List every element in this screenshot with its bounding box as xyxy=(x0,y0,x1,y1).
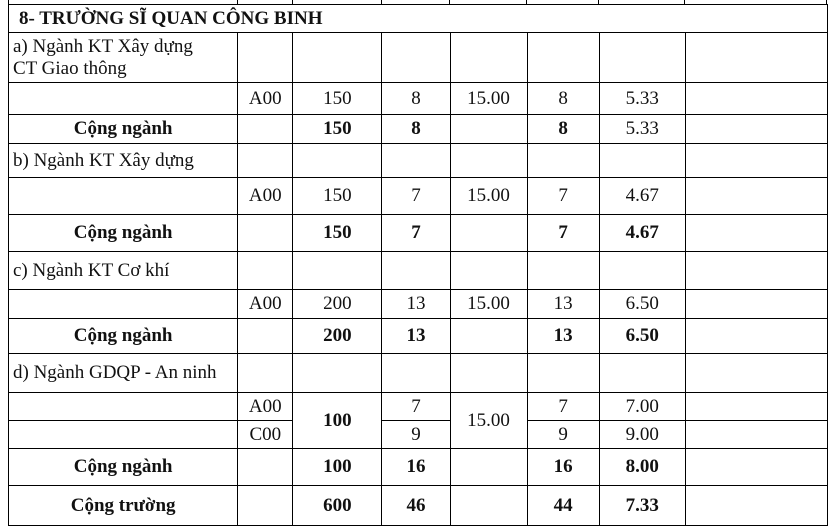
section-name-line: CT Giao thông xyxy=(13,57,127,79)
table-row xyxy=(9,393,828,421)
total-ratio: 4.67 xyxy=(599,215,685,252)
section-header-row xyxy=(9,33,828,83)
total-quota: 150 xyxy=(293,215,382,252)
total-label: Cộng ngành xyxy=(9,449,238,486)
min-score: 15.00 xyxy=(450,290,527,319)
section-header-row xyxy=(9,252,828,290)
section-total-row xyxy=(9,115,828,144)
total-admitted: 13 xyxy=(527,319,599,354)
block-code: A00 xyxy=(238,178,293,215)
total-ratio: 5.33 xyxy=(599,115,685,144)
total-applicants: 13 xyxy=(382,319,450,354)
ratio: 4.67 xyxy=(599,178,685,215)
total-admitted: 16 xyxy=(527,449,599,486)
applicants: 7 xyxy=(382,393,450,421)
school-title: 8- TRƯỜNG SĨ QUAN CÔNG BINH xyxy=(9,5,828,33)
section-total-row xyxy=(9,319,828,354)
block-code: A00 xyxy=(238,290,293,319)
quota: 150 xyxy=(293,178,382,215)
total-quota: 200 xyxy=(293,319,382,354)
table-row xyxy=(9,290,828,319)
total-admitted: 7 xyxy=(527,215,599,252)
applicants: 7 xyxy=(382,178,450,215)
grand-total-row xyxy=(9,486,828,526)
min-score: 15.00 xyxy=(450,83,527,115)
total-label: Cộng ngành xyxy=(9,115,238,144)
admitted: 9 xyxy=(527,421,599,449)
section-header-row xyxy=(9,144,828,178)
admitted: 13 xyxy=(527,290,599,319)
section-name: b) Ngành KT Xây dựng xyxy=(9,144,238,178)
applicants: 8 xyxy=(382,83,450,115)
section-total-row xyxy=(9,215,828,252)
ratio: 6.50 xyxy=(599,290,685,319)
applicants: 9 xyxy=(382,421,450,449)
min-score: 15.00 xyxy=(450,393,527,449)
table-row xyxy=(9,83,828,115)
block-code: A00 xyxy=(238,393,293,421)
section-total-row xyxy=(9,449,828,486)
grand-total-quota: 600 xyxy=(293,486,382,526)
ratio: 7.00 xyxy=(599,393,685,421)
grand-total-admitted: 44 xyxy=(527,486,599,526)
total-label: Cộng ngành xyxy=(9,319,238,354)
quota: 200 xyxy=(293,290,382,319)
total-applicants: 8 xyxy=(382,115,450,144)
grand-total-label: Cộng trường xyxy=(9,486,238,526)
section-header-row xyxy=(9,354,828,393)
min-score: 15.00 xyxy=(450,178,527,215)
total-quota: 150 xyxy=(293,115,382,144)
table-row xyxy=(9,178,828,215)
section-name: c) Ngành KT Cơ khí xyxy=(9,252,238,290)
grand-total-applicants: 46 xyxy=(382,486,450,526)
admitted: 7 xyxy=(527,393,599,421)
section-name-line: a) Ngành KT Xây dựng xyxy=(13,35,193,57)
total-label: Cộng ngành xyxy=(9,215,238,252)
admitted: 8 xyxy=(527,83,599,115)
ratio: 5.33 xyxy=(599,83,685,115)
total-applicants: 16 xyxy=(382,449,450,486)
total-ratio: 8.00 xyxy=(599,449,685,486)
section-name xyxy=(9,33,238,83)
quota: 150 xyxy=(293,83,382,115)
grand-total-ratio: 7.33 xyxy=(599,486,685,526)
applicants: 13 xyxy=(382,290,450,319)
admission-table xyxy=(8,4,828,526)
total-admitted: 8 xyxy=(527,115,599,144)
total-quota: 100 xyxy=(293,449,382,486)
section-name: d) Ngành GDQP - An ninh xyxy=(9,354,238,393)
quota: 100 xyxy=(293,393,382,449)
total-applicants: 7 xyxy=(382,215,450,252)
block-code: C00 xyxy=(238,421,293,449)
block-code: A00 xyxy=(238,83,293,115)
admitted: 7 xyxy=(527,178,599,215)
ratio: 9.00 xyxy=(599,421,685,449)
table-row xyxy=(9,421,828,449)
school-title-row xyxy=(9,5,828,33)
total-ratio: 6.50 xyxy=(599,319,685,354)
